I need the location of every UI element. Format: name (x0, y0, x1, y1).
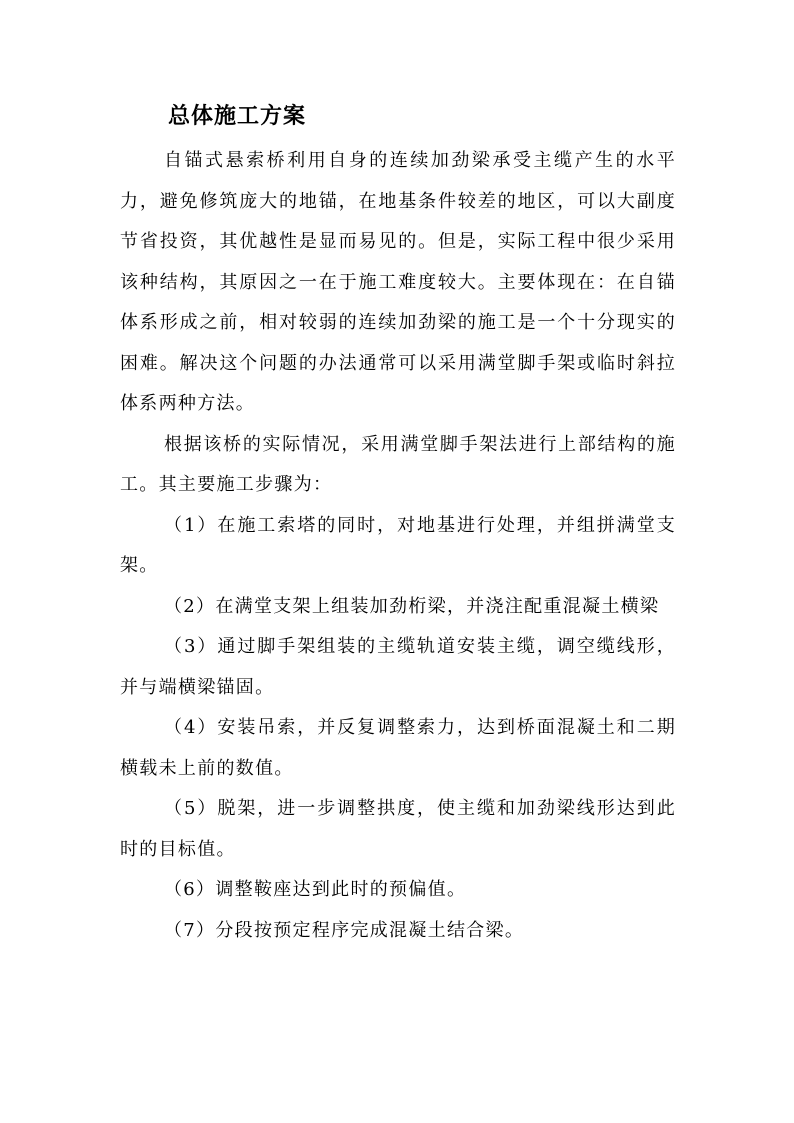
step-item-7: （7）分段按预定程序完成混凝土结合梁。 (164, 919, 525, 941)
step-item-5: （5）脱架，进一步调整拱度，使主缆和加劲梁线形达到此时的目标值。 (120, 798, 676, 860)
step-item-1: （1）在施工索塔的同时，对地基进行处理，并组拼满堂支架。 (120, 514, 676, 576)
document-body (120, 141, 676, 951)
paragraph-intro: 自锚式悬索桥利用自身的连续加劲梁承受主缆产生的水平力，避免修筑庞大的地锚，在地基条件较差的地区，可以大副度节省投资，其优越性是显而易见的。但是，实际工程中很少采用该种结构，其原因之一在于施工难度较大。主要体现在：在自锚体系形成之前，相对较弱的连续加劲梁的施工是一个十分现实的困难。解决这个问题的办法通常可以采用满堂脚手架或临时斜拉体系两种方法。 (120, 150, 676, 414)
step-item-6: （6）调整鞍座达到此时的预偏值。 (164, 879, 467, 900)
paragraph-method: 根据该桥的实际情况，采用满堂脚手架法进行上部结构的施工。其主要施工步骤为： (120, 433, 676, 495)
document-title: 总体施工方案 (168, 103, 307, 129)
step-item-4: （4）安装吊索，并反复调整索力，达到桥面混凝土和二期横载未上前的数值。 (120, 717, 676, 779)
step-item-2: （2）在满堂支架上组装加劲桁梁，并浇注配重混凝土横梁 (164, 595, 660, 617)
step-item-3: （3）通过脚手架组装的主缆轨道安装主缆，调空缆线形，并与端横梁锚固。 (120, 636, 676, 698)
